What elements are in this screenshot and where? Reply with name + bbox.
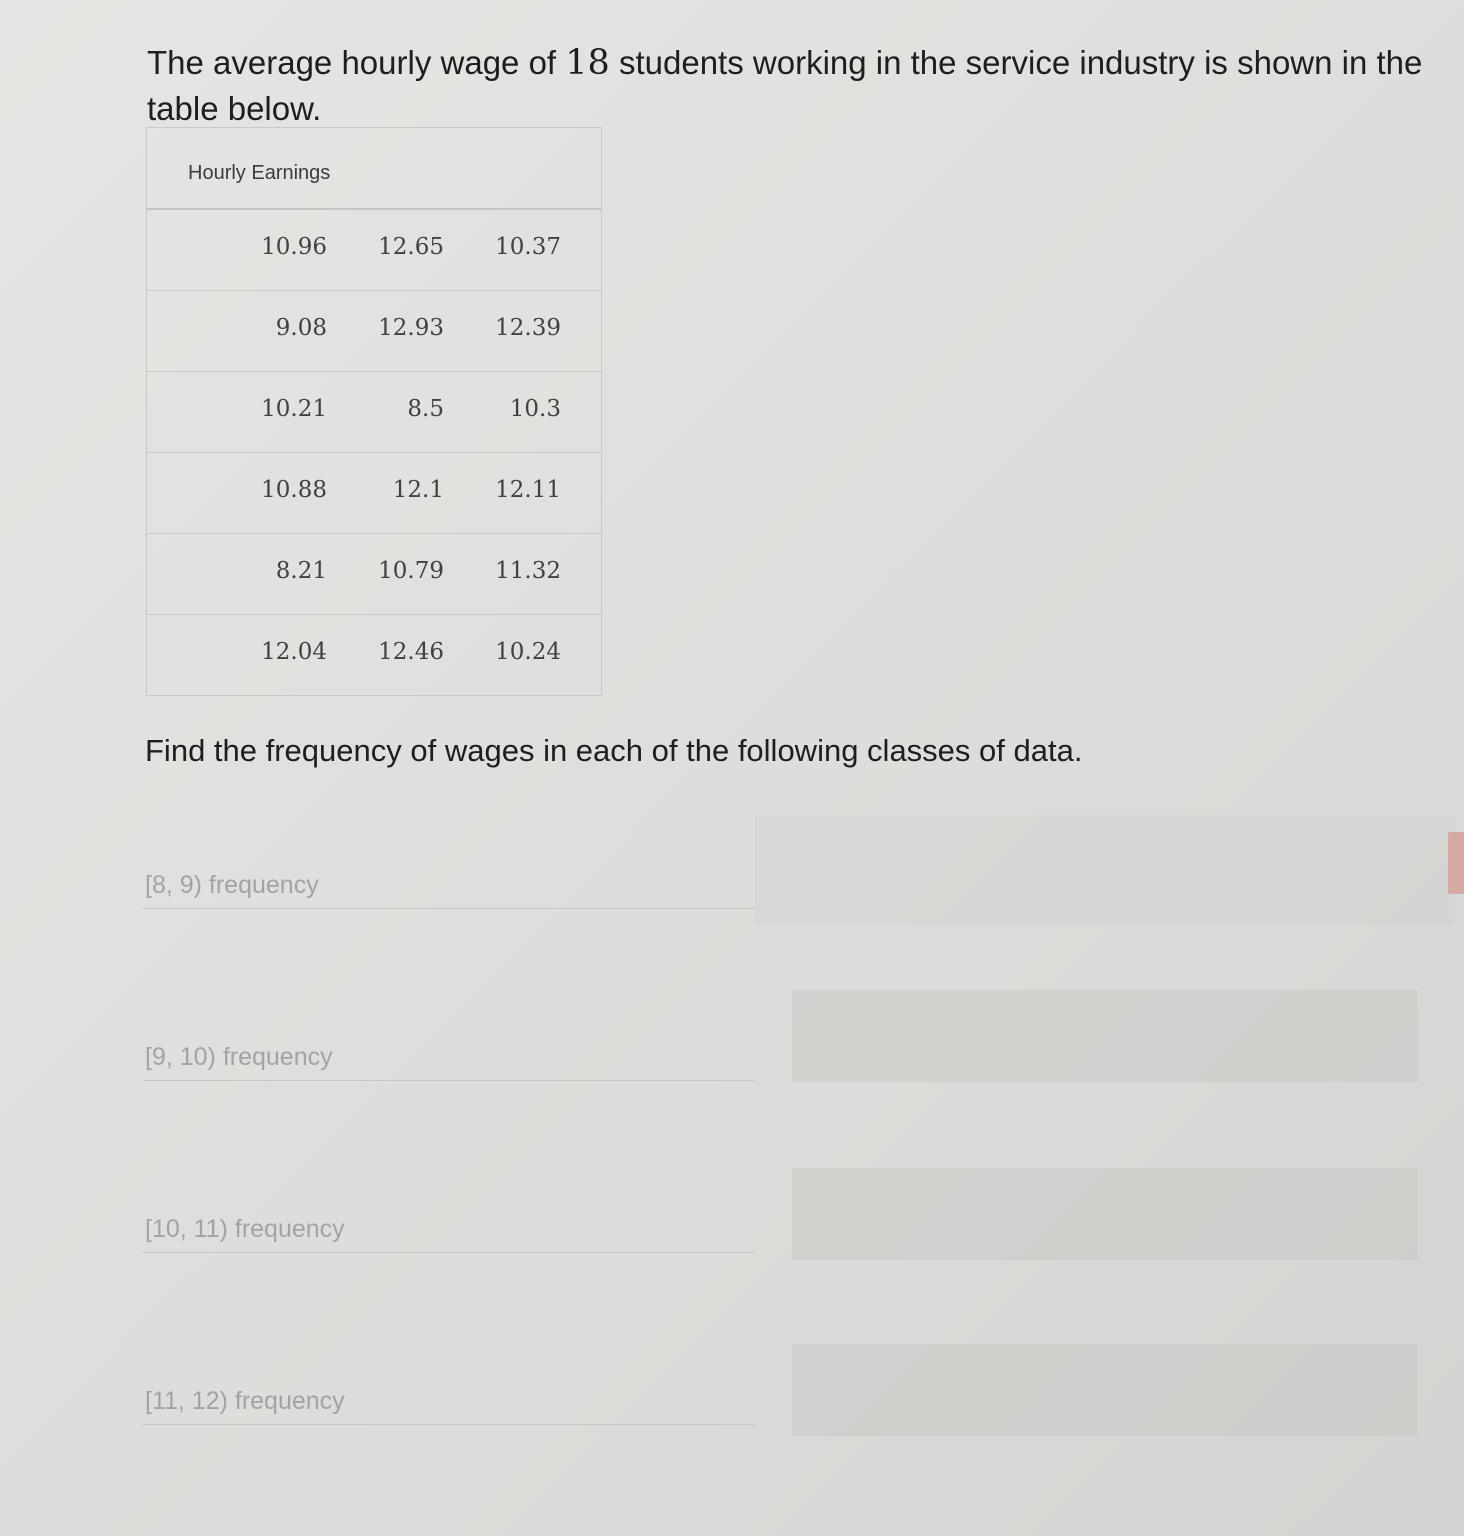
side-panel [792, 1168, 1418, 1260]
table-cell: 12.46 [378, 639, 444, 665]
side-panel [755, 815, 1455, 925]
frequency-input-placeholder: [10, 11) frequency [145, 1214, 345, 1243]
student-count: 18 [565, 43, 610, 83]
table-cell: 10.24 [495, 639, 561, 665]
table-header-label: Hourly Earnings [188, 162, 331, 184]
table-cell: 8.5 [407, 396, 444, 422]
question-text [147, 40, 1447, 131]
instruction-text: Find the frequency of wages in each of the following classes of data. [145, 733, 1083, 768]
table-row [147, 615, 601, 695]
table-cell: 12.11 [495, 477, 561, 503]
table-cell: 10.3 [509, 396, 561, 422]
side-panel [792, 1344, 1418, 1436]
frequency-input-10-11[interactable] [143, 1206, 755, 1253]
table-cell: 10.37 [495, 234, 561, 260]
table-row [147, 210, 601, 291]
table-row [147, 534, 601, 615]
table-cell: 12.65 [378, 234, 444, 260]
frequency-input-placeholder: [9, 10) frequency [145, 1042, 333, 1071]
frequency-input-9-10[interactable] [143, 1034, 755, 1081]
hourly-earnings-table [146, 127, 602, 696]
table-cell: 10.21 [261, 396, 327, 422]
table-cell: 12.93 [378, 315, 444, 341]
side-panel [792, 990, 1418, 1082]
frequency-input-placeholder: [8, 9) frequency [145, 870, 319, 899]
table-cell: 10.79 [378, 558, 444, 584]
table-cell: 11.32 [495, 558, 561, 584]
table-row [147, 291, 601, 372]
table-cell: 12.04 [261, 639, 327, 665]
frequency-input-8-9[interactable] [143, 862, 755, 909]
frequency-input-placeholder: [11, 12) frequency [145, 1386, 345, 1415]
question-suffix: students working in the service industry is shown in the table below. [147, 44, 1423, 127]
table-cell: 9.08 [275, 315, 327, 341]
table-row [147, 372, 601, 453]
table-cell: 12.1 [392, 477, 444, 503]
table-cell: 10.96 [261, 234, 327, 260]
question-prefix: The average hourly wage of [147, 44, 566, 81]
table-row [147, 453, 601, 534]
frequency-input-11-12[interactable] [143, 1378, 755, 1425]
scroll-tab[interactable] [1448, 832, 1464, 894]
table-cell: 12.39 [495, 315, 561, 341]
table-cell: 8.21 [275, 558, 327, 584]
table-cell: 10.88 [261, 477, 327, 503]
table-header-row [147, 128, 601, 210]
